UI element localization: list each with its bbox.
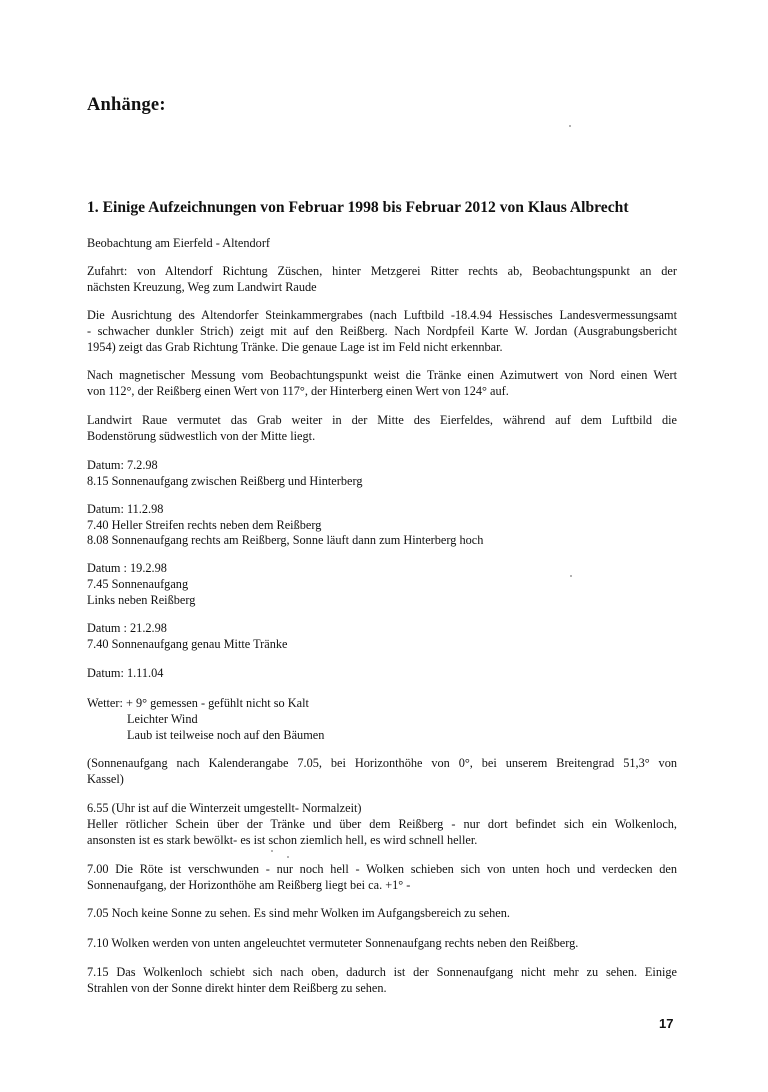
access-line-2: nächsten Kreuzung, Weg zum Landwirt Raude [87, 280, 317, 294]
farmer-line-1: Landwirt Raue vermutet das Grab weiter in der Mitte des Eierfeldes, während auf dem Luftbild die [87, 413, 677, 427]
entry-line: 7.40 Sonnenaufgang genau Mitte Tränke [87, 637, 288, 651]
measurement-line-2: von 112°, der Reißberg einen Wert von 117°, der Hinterberg einen Wert von 124° auf. [87, 384, 509, 398]
entry-date: Datum : 21.2.98 [87, 621, 167, 635]
page-number: 17 [659, 1016, 674, 1031]
entry-line: 7.45 Sonnenaufgang [87, 577, 189, 591]
observation-location: Beobachtung am Eierfeld - Altendorf [87, 236, 271, 250]
measurement-line-1: Nach magnetischer Messung vom Beobachtungspunkt weist die Tränke einen Azimutwert von Nord einen Wert [87, 368, 677, 382]
scan-speck [271, 850, 273, 852]
sunrise-note-line-1: (Sonnenaufgang nach Kalenderangabe 7.05, bei Horizonthöhe von 0°, bei unserem Breitengrad 51,3° von [87, 756, 677, 770]
time-entry-line: 6.55 (Uhr ist auf die Winterzeit umgestellt- Normalzeit) [87, 801, 362, 815]
sunrise-note-line-2: Kassel) [87, 772, 124, 786]
scan-speck [287, 856, 289, 858]
entry-date: Datum: 11.2.98 [87, 502, 164, 516]
time-entry-line: Heller rötlicher Schein über der Tränke und über dem Reißberg - nur dort befindet sich ein Wolkenloch, [87, 817, 677, 831]
entry-line: 7.40 Heller Streifen rechts neben dem Reißberg [87, 518, 322, 532]
time-entry-line: 7.10 Wolken werden von unten angeleuchtet vermuteter Sonnenaufgang rechts neben den Reißberg. [87, 936, 579, 950]
entry-line: 8.08 Sonnenaufgang rechts am Reißberg, Sonne läuft dann zum Hinterberg hoch [87, 533, 484, 547]
appendix-heading: Anhänge: [87, 95, 166, 115]
time-entry-line: Sonnenaufgang, der Horizonthöhe am Reißberg liegt bei ca. +1° - [87, 878, 411, 892]
section-title: 1. Einige Aufzeichnungen von Februar 1998 bis Februar 2012 von Klaus Albrecht [87, 199, 629, 216]
entry-line: Links neben Reißberg [87, 593, 196, 607]
time-entry-line: Strahlen von der Sonne direkt hinter dem Reißberg zu sehen. [87, 981, 387, 995]
farmer-line-2: Bodenstörung südwestlich von der Mitte liegt. [87, 429, 316, 443]
time-entry-line: 7.05 Noch keine Sonne zu sehen. Es sind mehr Wolken im Aufgangsbereich zu sehen. [87, 906, 510, 920]
weather-wind: Leichter Wind [127, 712, 198, 726]
time-entry-line: 7.00 Die Röte ist verschwunden - nur noch hell - Wolken schieben sich von unten hoch und verdecken den [87, 862, 677, 876]
access-line-1: Zufahrt: von Altendorf Richtung Züschen, hinter Metzgerei Ritter rechts ab, Beobachtungspunkt an der [87, 264, 677, 278]
alignment-line-1: Die Ausrichtung des Altendorfer Steinkammergrabes (nach Luftbild -18.4.94 Hessisches Landesvermessungsamt [87, 308, 677, 322]
scan-speck [570, 575, 572, 577]
weather-leaves: Laub ist teilweise noch auf den Bäumen [127, 728, 325, 742]
alignment-line-2: - schwacher dunkler Strich) zeigt mit auf den Reißberg. Nach Nordpfeil Karte W. Jordan (Ausgrabungsbericht [87, 324, 677, 338]
entry-date: Datum: 7.2.98 [87, 458, 158, 472]
entry-date: Datum : 19.2.98 [87, 561, 167, 575]
time-entry-line: 7.15 Das Wolkenloch schiebt sich nach oben, dadurch ist der Sonnenaufgang nicht mehr zu sehen. Einige [87, 965, 677, 979]
entry-date: Datum: 1.11.04 [87, 666, 164, 680]
scan-speck [569, 125, 571, 127]
alignment-line-3: 1954) zeigt das Grab Richtung Tränke. Die genaue Lage ist im Feld nicht erkennbar. [87, 340, 503, 354]
time-entry-line: ansonsten ist es stark bewölkt- es ist schon ziemlich hell, es wird schnell heller. [87, 833, 478, 847]
weather-line: Wetter: + 9° gemessen - gefühlt nicht so Kalt [87, 696, 309, 710]
entry-line: 8.15 Sonnenaufgang zwischen Reißberg und Hinterberg [87, 474, 363, 488]
